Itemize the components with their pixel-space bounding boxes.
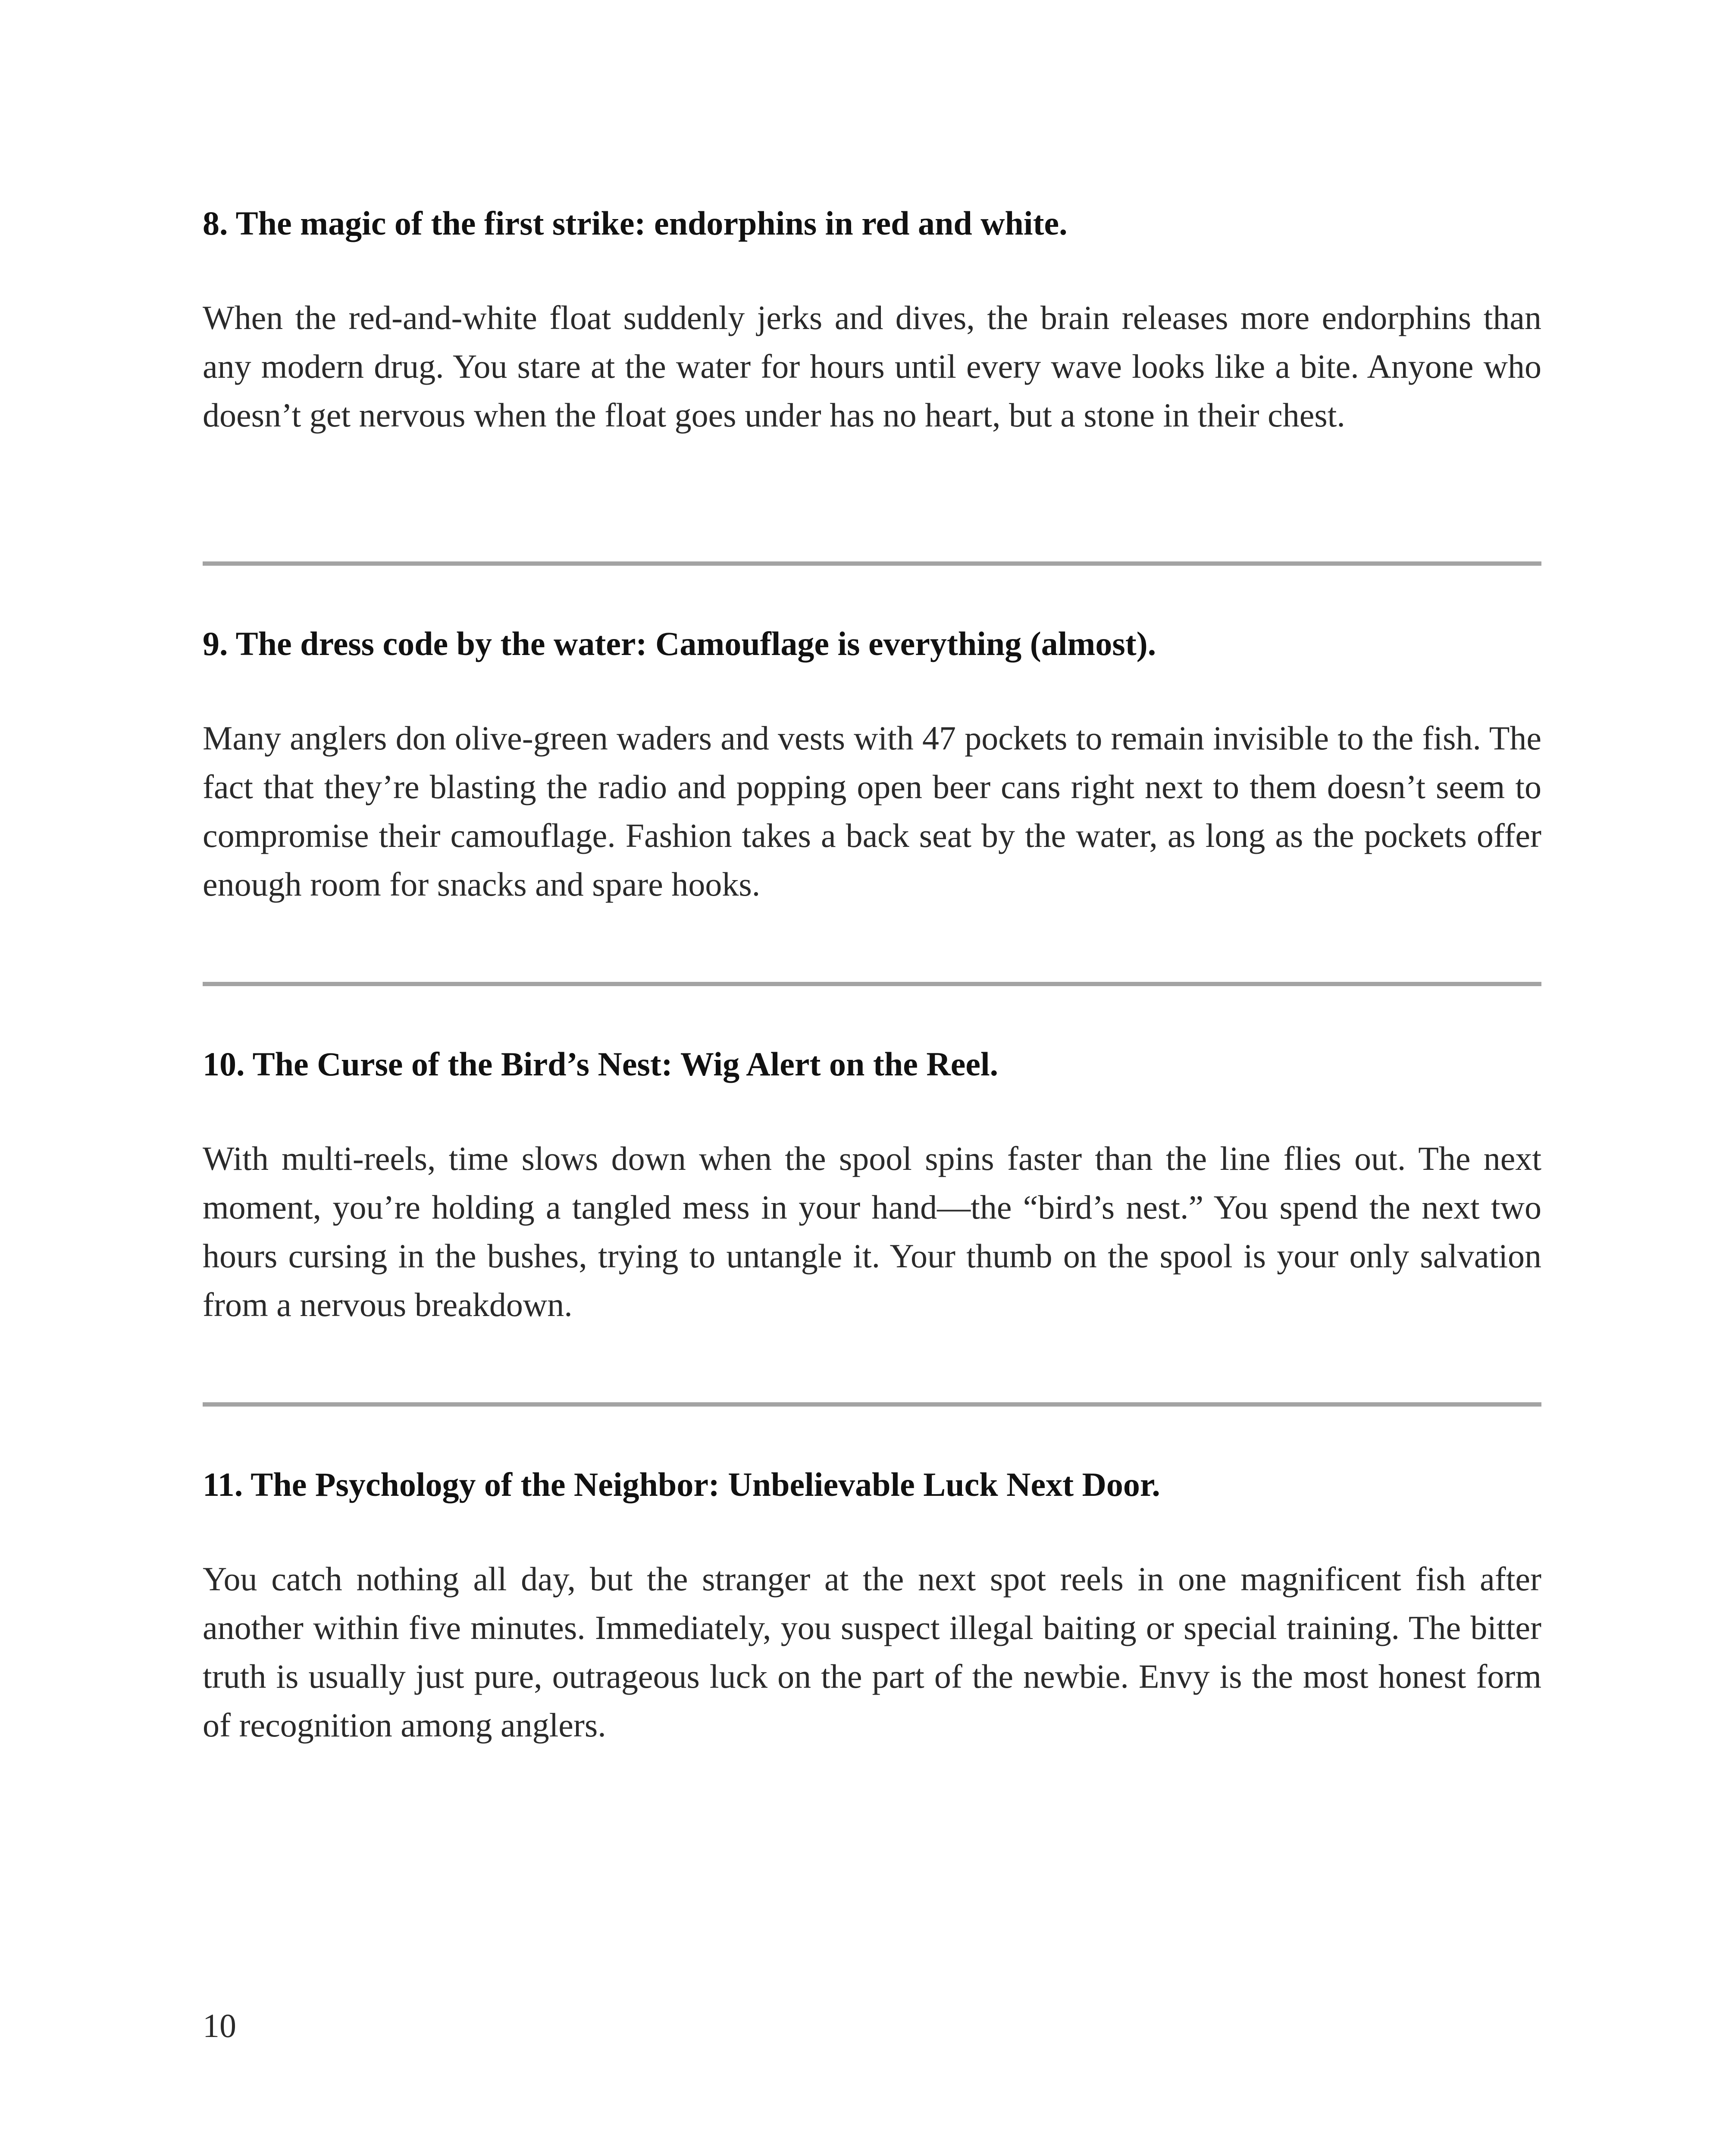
- section-divider: [203, 1402, 1541, 1407]
- section-heading: 8. The magic of the first strike: endorphins in red and white.: [203, 204, 1068, 242]
- section-heading: 11. The Psychology of the Neighbor: Unbelievable Luck Next Door.: [203, 1466, 1160, 1503]
- section-divider: [203, 982, 1541, 986]
- section-9: [203, 622, 1541, 909]
- page-number: 10: [203, 2007, 236, 2044]
- section-body: When the red-and-white float suddenly jerks and dives, the brain releases more endorphins than any modern drug. You stare at the water for hours until every wave looks like a bite. Anyone who doesn’t get nervous when the float goes under has no heart, but a stone in their chest.: [203, 299, 1541, 434]
- section-divider: [203, 561, 1541, 566]
- section-8: [203, 202, 1541, 439]
- section-body: With multi-reels, time slows down when the spool spins faster than the line flies out. The next moment, you’re holding a tangled mess in your hand—the “bird’s nest.” You spend the next two hours cursing in the bushes, trying to untangle it. Your thumb on the spool is your only salvation from a nervous breakdown.: [203, 1140, 1541, 1323]
- section-body: You catch nothing all day, but the stranger at the next spot reels in one magnificent fish after another within five minutes. Immediately, you suspect illegal baiting or special training. The bitter truth is usually just pure, outrageous luck on the part of the newbie. Envy is the most honest form of recognition among anglers.: [203, 1560, 1541, 1744]
- section-body: Many anglers don olive-green waders and vests with 47 pockets to remain invisible to the fish. The fact that they’re blasting the radio and popping open beer cans right next to them doesn’t seem to compromise their camouflage. Fashion takes a back seat by the water, as long as the pockets offer enough room for snacks and spare hooks.: [203, 719, 1541, 903]
- section-heading: 10. The Curse of the Bird’s Nest: Wig Alert on the Reel.: [203, 1045, 999, 1083]
- section-10: [203, 1043, 1541, 1329]
- section-heading: 9. The dress code by the water: Camouflage is everything (almost).: [203, 625, 1156, 662]
- section-11: [203, 1463, 1541, 1749]
